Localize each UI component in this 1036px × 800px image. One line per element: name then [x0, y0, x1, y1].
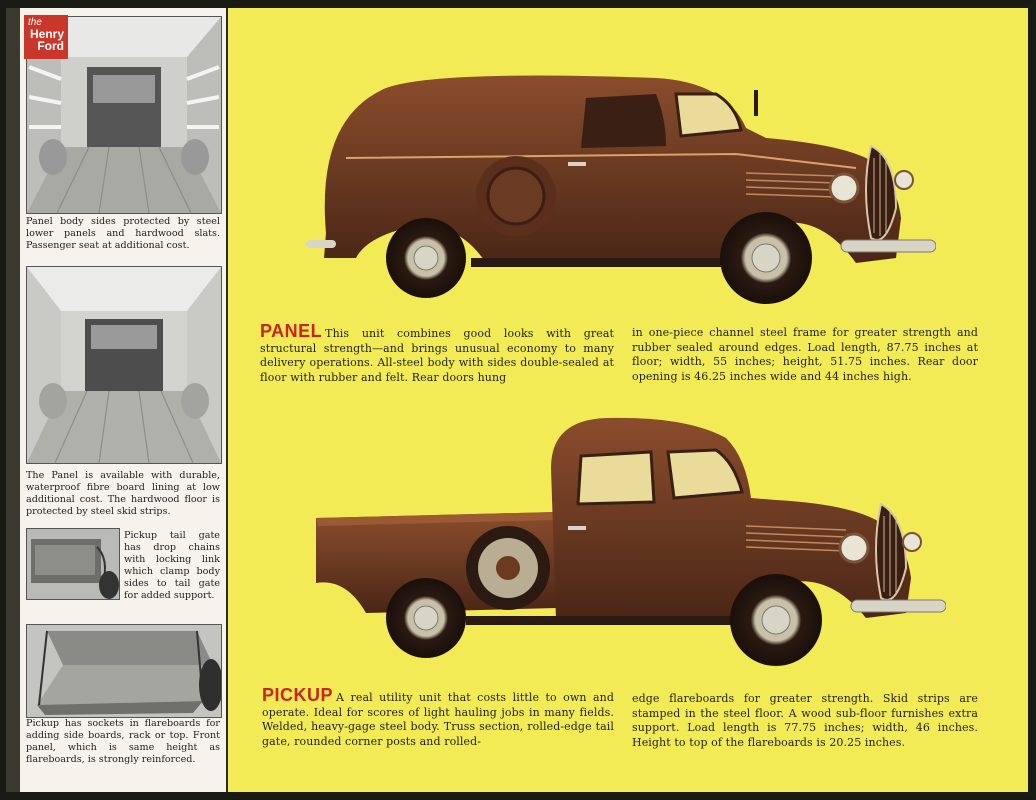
pickup-heading: PICKUP — [262, 685, 334, 705]
pickup-description-col1: PICKUP A real utility unit that costs little to own and operate. Ideal for scores of light hauling jobs in many fields. Welded, heavy-gage steel body. Truss section, rolled-edge tail gate, rounded corner posts and rolled- — [262, 685, 614, 748]
panel-interior-lined-photo — [26, 266, 222, 464]
binding-strip — [6, 8, 20, 792]
caption-panel-slats: Panel body sides protected by steel lower panels and hardwood slats. Passenger seat at additional cost. — [26, 216, 220, 251]
caption-panel-lining: The Panel is available with durable, waterproof fibre board lining at low additional cost. The hardwood floor is protected by steel skid strips. — [26, 470, 220, 517]
caption-flareboards: Pickup has sockets in flareboards for adding side boards, rack or top. Front panel, which is same height as flareboards, is strongly reinforced. — [26, 718, 220, 765]
panel-description-col1: PANEL This unit combines good looks with great structural strength—and brings unusual economy to many delivery operations. All-steel body with sides double-sealed at floor with rubber and felt. Rear doors hung — [260, 321, 614, 384]
panel-truck-illustration — [296, 58, 936, 308]
panel-heading: PANEL — [260, 321, 323, 341]
pickup-tailgate-open-photo — [26, 624, 222, 718]
henry-ford-logo: the Henry Ford — [24, 15, 68, 59]
panel-description-col2: in one-piece channel steel frame for greater strength and rubber sealed around edges. Load length, 87.75 inches at floor; width, 55 inches; height, 51.75 inches. Rear door opening is 46.25 inches wide and 44 inches high. — [632, 326, 978, 383]
caption-tailgate: Pickup tail gate has drop chains with locking link which clamp body sides to tail gate for added support. — [124, 530, 220, 601]
tailgate-chain-photo — [26, 528, 120, 600]
pickup-description-col2: edge flareboards for greater strength. Skid strips are stamped in the steel floor. A wood sub-floor furnishes extra support. Load length is 77.75 inches; width, 46 inches. Height to top of the flareboards is 20.25 inches. — [632, 692, 978, 749]
brochure-page — [6, 8, 1028, 792]
pickup-truck-illustration — [306, 408, 946, 678]
detail-sidebar — [20, 8, 228, 792]
